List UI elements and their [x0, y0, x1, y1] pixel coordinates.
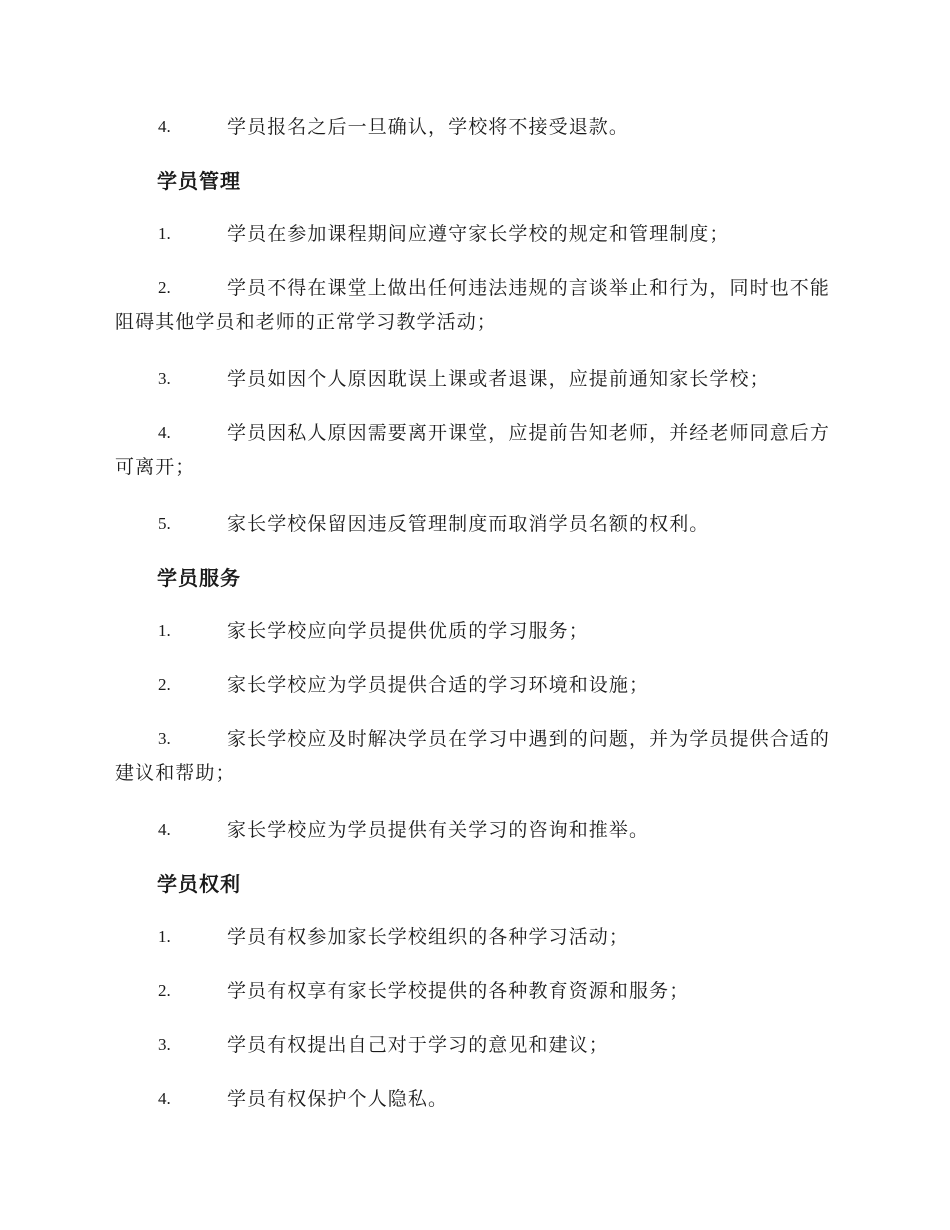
- list-item: [115, 920, 835, 954]
- item-text: 学员有权保护个人隐私。: [227, 1088, 449, 1110]
- list-item: [115, 217, 835, 251]
- list-item: [115, 271, 835, 339]
- item-number: 5.: [158, 514, 171, 533]
- item-text: 家长学校应为学员提供有关学习的咨询和推举。: [227, 819, 650, 841]
- list-item: [115, 974, 835, 1008]
- item-text: 学员有权享有家长学校提供的各种教育资源和服务；: [227, 980, 690, 1002]
- list-item: [115, 668, 835, 702]
- item-number: 2.: [158, 981, 171, 1000]
- item-text: 家长学校应向学员提供优质的学习服务；: [227, 620, 589, 642]
- item-number: 1.: [158, 224, 171, 243]
- list-item: [115, 110, 835, 144]
- item-text: 家长学校应及时解决学员在学习中遇到的问题，并为学员提供合适的建议和帮助；: [115, 728, 831, 784]
- item-text: 学员有权参加家长学校组织的各种学习活动；: [227, 926, 630, 948]
- list-item: [115, 1082, 835, 1116]
- item-text: 学员在参加课程期间应遵守家长学校的规定和管理制度；: [227, 223, 730, 245]
- list-item: [115, 416, 835, 484]
- list-item: [115, 362, 835, 396]
- list-item: [115, 1028, 835, 1062]
- item-number: 2.: [158, 675, 171, 694]
- item-text: 学员有权提出自己对于学习的意见和建议；: [227, 1034, 609, 1056]
- list-item: [115, 507, 835, 541]
- item-number: 3.: [158, 729, 171, 748]
- list-item: [115, 813, 835, 847]
- item-number: 4.: [158, 1089, 171, 1108]
- list-item: [115, 722, 835, 790]
- item-number: 3.: [158, 369, 171, 388]
- item-number: 4.: [158, 117, 171, 136]
- item-text: 学员不得在课堂上做出任何违法违规的言谈举止和行为，同时也不能阻碍其他学员和老师的正常学习教学活动；: [115, 277, 831, 333]
- item-text: 学员如因个人原因耽误上课或者退课，应提前通知家长学校；: [227, 368, 770, 390]
- item-number: 2.: [158, 278, 171, 297]
- item-text: 学员因私人原因需要离开课堂，应提前告知老师，并经老师同意后方可离开；: [115, 422, 831, 478]
- item-number: 4.: [158, 423, 171, 442]
- item-text: 家长学校应为学员提供合适的学习环境和设施；: [227, 674, 650, 696]
- item-number: 4.: [158, 820, 171, 839]
- section-heading-services: 学员服务: [157, 566, 241, 590]
- item-number: 3.: [158, 1035, 171, 1054]
- item-number: 1.: [158, 621, 171, 640]
- section-heading-management: 学员管理: [157, 169, 241, 193]
- list-item: [115, 614, 835, 648]
- item-number: 1.: [158, 927, 171, 946]
- item-text: 家长学校保留因违反管理制度而取消学员名额的权利。: [227, 513, 710, 535]
- item-text: 学员报名之后一旦确认，学校将不接受退款。: [227, 116, 630, 138]
- section-heading-rights: 学员权利: [157, 872, 241, 896]
